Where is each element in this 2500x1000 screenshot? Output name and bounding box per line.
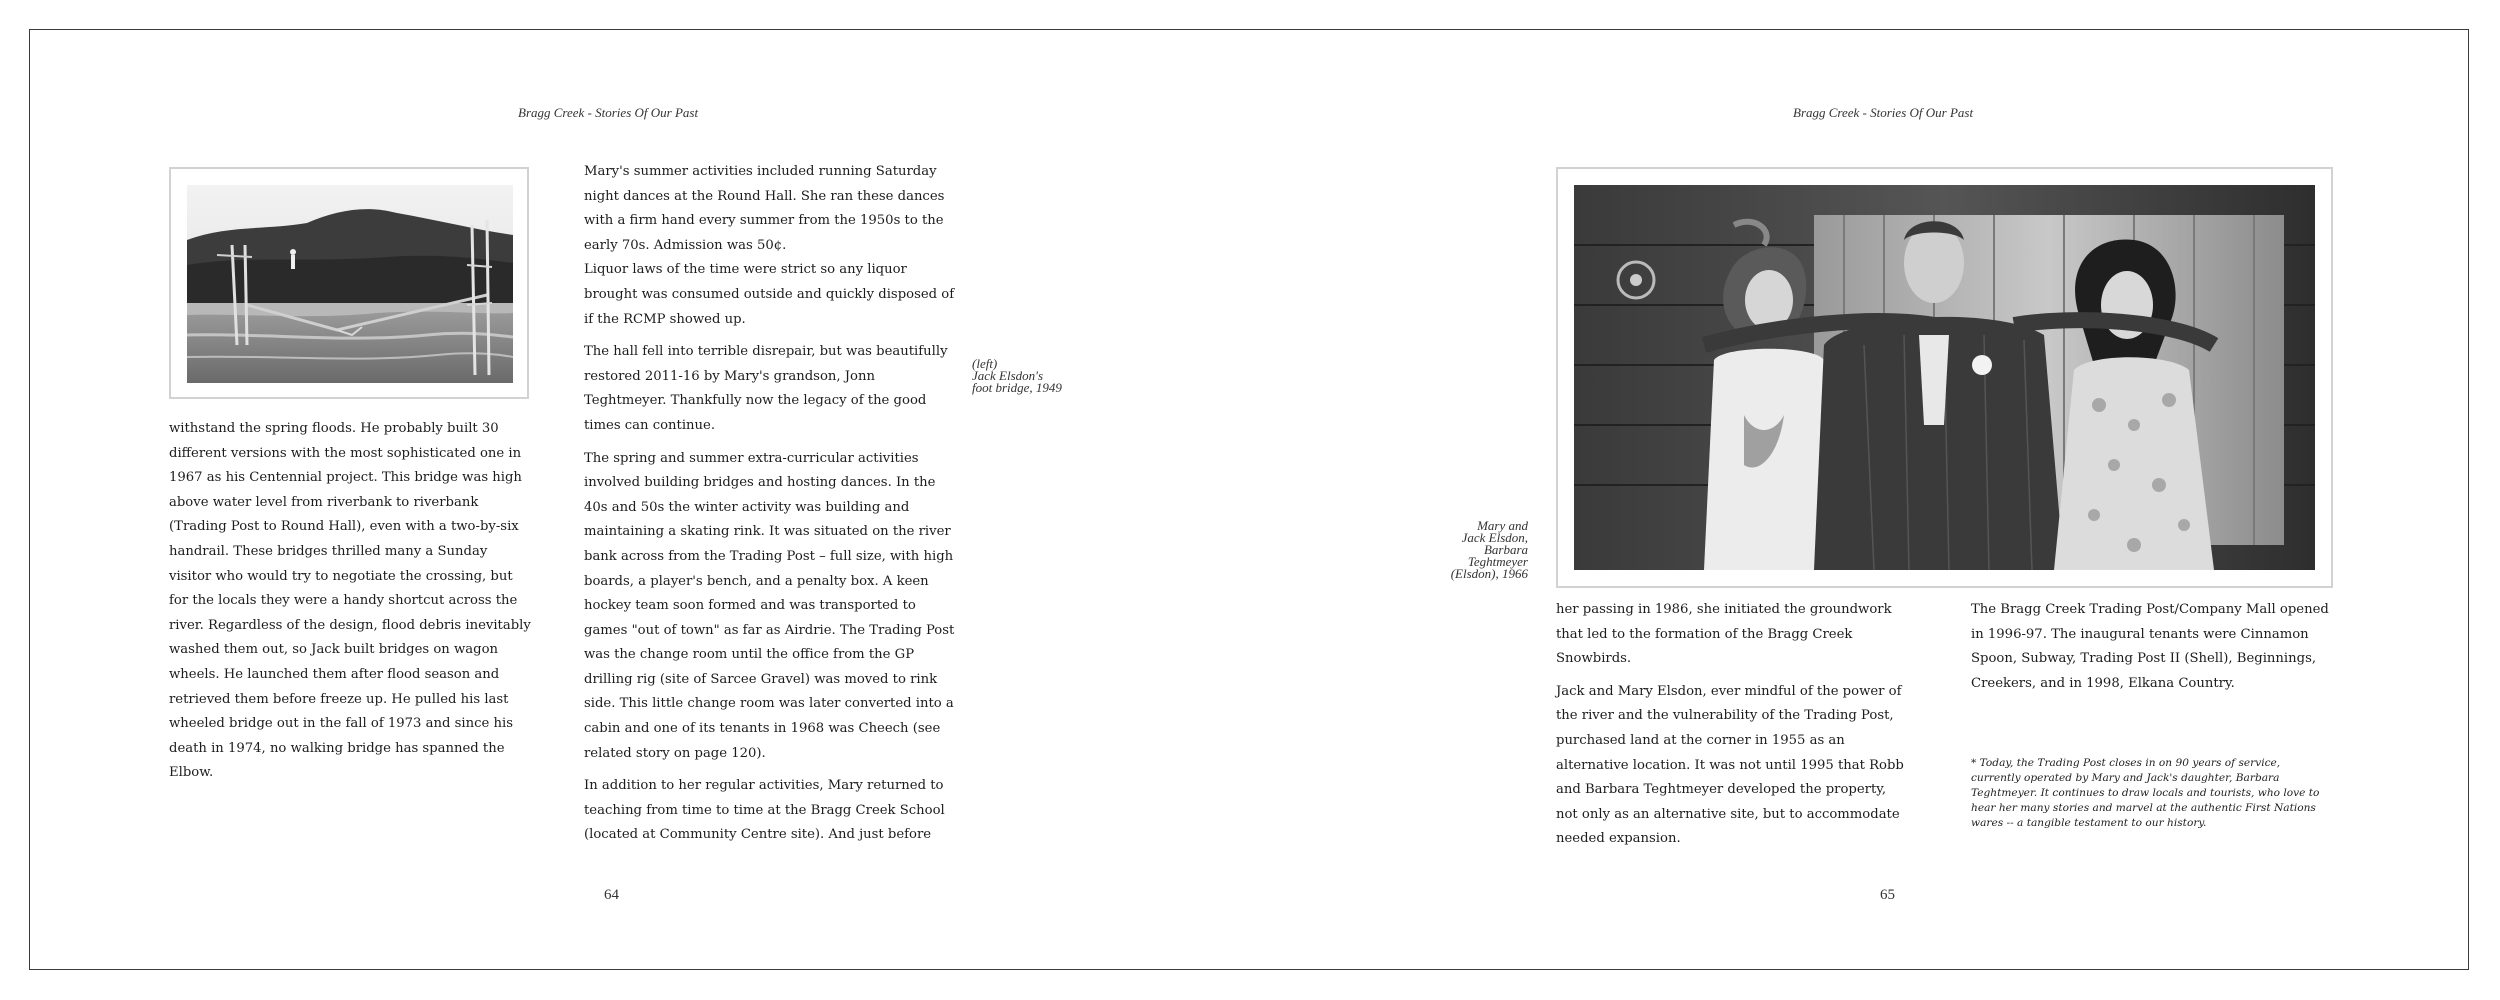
bridge-caption-line: (left) [972, 356, 998, 371]
paragraph: The Bragg Creek Trading Post/Company Mall opened in 1996-97. The inaugural tenants were Cinnamon Spoon, Subway, Trading Post II (Shell), Beginnings, Creekers, and in 1998, Elkana Country. [1971, 602, 2329, 691]
bridge-photo [169, 167, 529, 399]
paragraph: her passing in 1986, she initiated the groundwork that led to the formation of the Bragg Creek Snowbirds. [1556, 602, 1892, 667]
bridge-caption-line: foot bridge, 1949 [972, 380, 1062, 395]
paragraph: Liquor laws of the time were strict so any liquor brought was consumed outside and quickly disposed of if the RCMP showed up. [584, 262, 955, 327]
paragraph: Jack and Mary Elsdon, ever mindful of the power of the river and the vulnerability of the Trading Post, purchased land at the corner in 1955 as an alternative location. It was not until 1995 that Robb and Barbara Teghtmeyer developed the property, not only as an alternative site, but to accommodate needed expansion. [1556, 683, 1904, 847]
page-number-right: 65 [1880, 887, 1895, 903]
family-photo [1556, 167, 2333, 588]
left-page-column-1 [169, 417, 531, 794]
family-photo-image [1574, 185, 2315, 570]
paragraph: withstand the spring floods. He probably built 30 different versions with the most sophisticated one in 1967 as his Centennial project. This bridge was high above water level from riverbank to riverbank (Trading Post to Round Hall), even with a two-by-six handrail. These bridges thrilled many a Sunday visitor who would try to negotiate the crossing, but for the locals they were a handy shortcut across the river. Regardless of the design, flood debris inevitably washed them out, so Jack built bridges on wagon wheels. He launched them after flood season and retrieved them before freeze up. He pulled his last wheeled bridge out in the fall of 1973 and since his death in 1974, no walking bridge has spanned the Elbow. [169, 421, 531, 781]
footnote: * Today, the Trading Post closes in on 90 years of service, currently operated by Mary and Jack's daughter, Barbara Teghtmeyer. It continues to draw locals and tourists, who love to hear her many stories and marvel at the authentic First Nations wares -- a tangible testament to our history. [1971, 757, 2320, 829]
right-page-column-2 [1971, 598, 2333, 704]
right-page-column-1 [1556, 598, 1908, 860]
bridge-photo-image [187, 185, 513, 383]
family-caption-line: Jack Elsdon, [1461, 530, 1528, 545]
bridge-caption-line: Jack Elsdon's [972, 368, 1044, 383]
bridge-caption [972, 358, 1092, 394]
paragraph: The hall fell into terrible disrepair, but was beautifully restored 2011-16 by Mary's grandson, Jonn Teghtmeyer. Thankfully now the legacy of the good times can continue. [584, 344, 948, 433]
family-caption-line: (Elsdon), 1966 [1450, 566, 1528, 581]
family-caption [1380, 520, 1528, 580]
page-number-left: 64 [604, 887, 619, 903]
paragraph: The spring and summer extra-curricular activities involved building bridges and hosting dances. In the 40s and 50s the winter activity was building and maintaining a skating rink. It was situated on the river bank across from the Trading Post – full size, with high boards, a player's bench, and a penalty box. A keen hockey team soon formed and was transported to games "out of town" as far as Airdrie. The Trading Post was the change room until the office from the GP drilling rig (site of Sarcee Gravel) was moved to rink side. This little change room was later converted into a cabin and one of its tenants in 1968 was Cheech (see related story on page 120). [584, 450, 955, 761]
family-caption-line: Barbara [1483, 542, 1528, 557]
running-head-right: Bragg Creek - Stories Of Our Past [1793, 105, 1974, 120]
paragraph: Mary's summer activities included running Saturday night dances at the Round Hall. She ran these dances with a firm hand every summer from the 1950s to the early 70s. Admission was 50¢. [584, 164, 945, 253]
paragraph: In addition to her regular activities, Mary returned to teaching from time to time at the Bragg Creek School (located at Community Centre site). And just before [584, 778, 945, 843]
family-caption-line: Teghtmeyer [1467, 554, 1528, 569]
left-page-column-2 [584, 160, 956, 856]
running-head-left: Bragg Creek - Stories Of Our Past [518, 105, 699, 120]
family-caption-line: Mary and [1477, 518, 1528, 533]
